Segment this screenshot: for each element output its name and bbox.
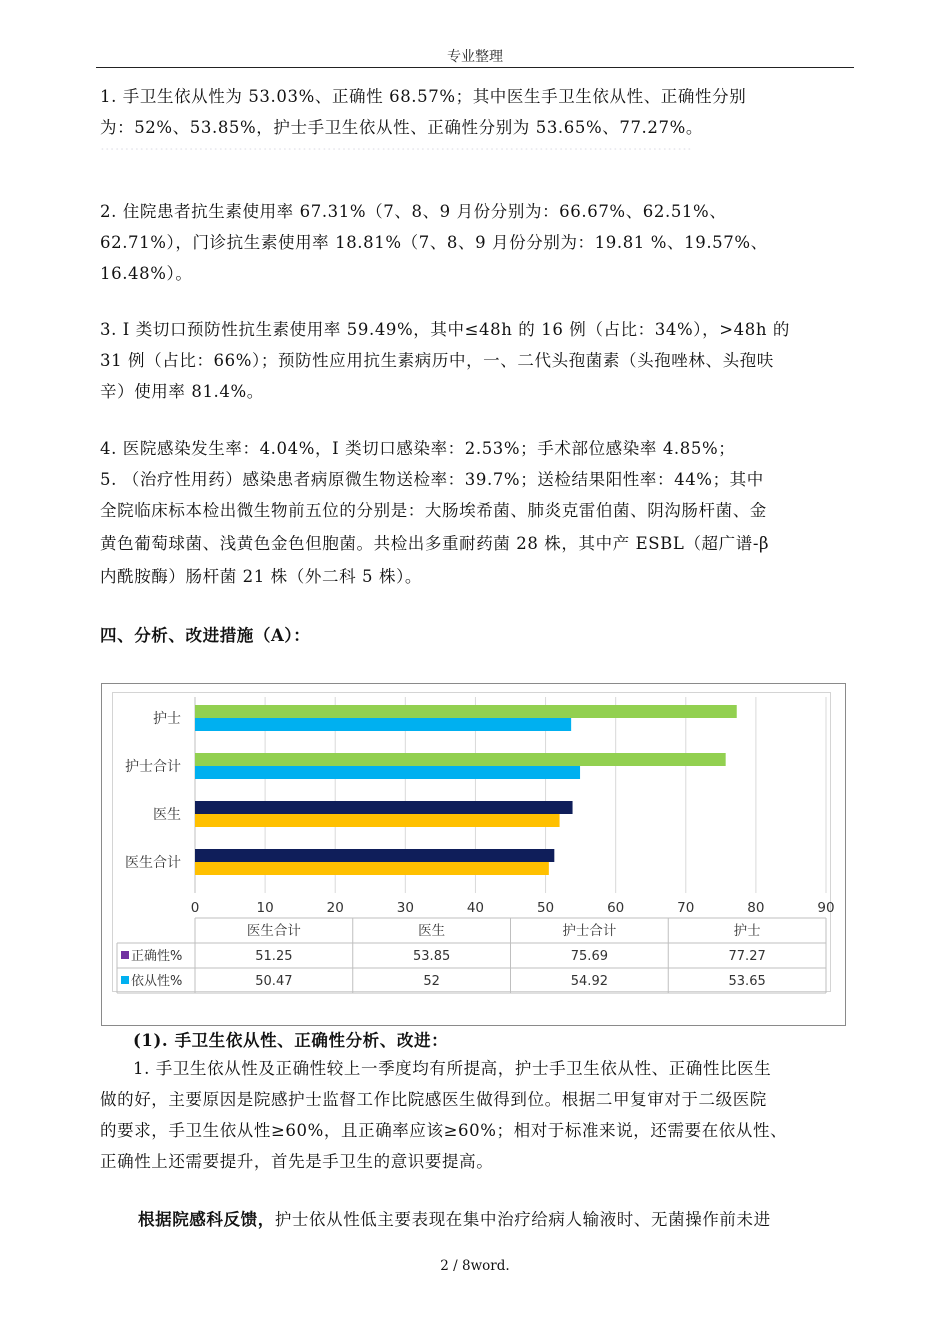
paragraph-4: 4. 医院感染发生率：4.04%，I 类切口感染率：2.53%；手术部位感染率 4.85%； xyxy=(100,439,736,458)
x-tick-label-0: 0 xyxy=(190,900,200,916)
paragraph-2-line-2: 62.71%），门诊抗生素使用率 18.81%（7、8、9 月份分别为：19.81 %、19.57%、 xyxy=(100,233,768,252)
subsection-1-heading: (1). 手卫生依从性、正确性分析、改进： xyxy=(133,1031,449,1050)
x-tick-label-80: 80 xyxy=(747,900,765,916)
analysis-1-line-2: 做的好，主要原因是院感护士监督工作比院感医生做得到位。根据二甲复审对于二级医院 xyxy=(100,1090,767,1109)
bar-医生-依从性 xyxy=(195,814,560,827)
legend-label-正确性%: 正确性% xyxy=(131,949,183,964)
analysis-1-line-3: 的要求，手卫生依从性≥60%，且正确率应该≥60%；相对于标准来说，还需要在依从性、 xyxy=(100,1121,788,1140)
legend-key-依从性% xyxy=(121,976,129,984)
page-footer: 2 / 8word. xyxy=(440,1258,510,1274)
table-header-医生合计: 医生合计 xyxy=(246,923,301,939)
table-cell-正确性%-护士合计: 75.69 xyxy=(570,949,608,964)
bar-医生-正确性 xyxy=(195,801,573,814)
table-header-医生: 医生 xyxy=(418,923,446,939)
x-tick-label-20: 20 xyxy=(326,900,344,916)
paragraph-5-line-4: 内酰胺酶）肠杆菌 21 株（外二科 5 株）。 xyxy=(100,567,423,586)
legend-key-正确性% xyxy=(121,951,129,959)
table-cell-正确性%-医生: 53.85 xyxy=(413,949,451,964)
paragraph-5-line-2: 全院临床标本检出微生物前五位的分别是：大肠埃希菌、肺炎克雷伯菌、阴沟肠杆菌、金 xyxy=(100,501,767,520)
last-paragraph xyxy=(138,1204,850,1235)
category-label-医生合计: 医生合计 xyxy=(125,855,181,871)
paragraph-3-line-3: 辛）使用率 81.4%。 xyxy=(100,382,264,401)
last-paragraph-bold-lead: 根据院感科反馈， xyxy=(138,1210,275,1229)
bar-医生合计-依从性 xyxy=(195,862,549,875)
faint-background-text-3 xyxy=(100,1160,850,1196)
category-label-医生: 医生 xyxy=(153,807,181,823)
bar-医生合计-正确性 xyxy=(195,849,554,862)
paragraph-1-line-1: 1. 手卫生依从性为 53.03%、正确性 68.57%；其中医生手卫生依从性、正确性分别 xyxy=(100,87,747,106)
paragraph-3-line-1: 3. I 类切口预防性抗生素使用率 59.49%，其中≤48h 的 16 例（占比：34%），>48h 的 xyxy=(100,320,791,339)
chart-plot-area xyxy=(112,692,835,992)
bar-护士-依从性 xyxy=(195,718,571,731)
table-header-护士合计: 护士合计 xyxy=(562,923,617,939)
paragraph-2-line-1: 2. 住院患者抗生素使用率 67.31%（7、8、9 月份分别为：66.67%、62.51%、 xyxy=(100,202,727,221)
table-cell-依从性%-医生: 52 xyxy=(423,974,440,989)
faint-background-text-1: ………………………………………………………………………………………………………… xyxy=(100,138,692,154)
table-cell-依从性%-护士合计: 54.92 xyxy=(570,974,608,989)
page-header-title: 专业整理 xyxy=(447,49,503,65)
category-label-护士: 护士 xyxy=(153,711,181,727)
table-cell-正确性%-医生合计: 51.25 xyxy=(255,949,293,964)
bar-护士合计-依从性 xyxy=(195,766,580,779)
table-cell-依从性%-护士: 53.65 xyxy=(728,974,766,989)
faint-background-text-2 xyxy=(100,272,850,308)
bar-护士-正确性 xyxy=(195,705,737,718)
x-tick-label-30: 30 xyxy=(396,900,414,916)
analysis-1-line-4: 正确性上还需要提升，首先是手卫生的意识要提高。 xyxy=(100,1152,494,1171)
paragraph-5-line-3: 黄色葡萄球菌、浅黄色金色但胞菌。共检出多重耐药菌 28 株，其中产 ESBL（超广谱-β xyxy=(100,534,770,553)
paragraph-5-line-1: 5. （治疗性用药）感染患者病原微生物送检率：39.7%；送检结果阳性率：44%；其中 xyxy=(100,470,764,489)
x-tick-label-70: 70 xyxy=(677,900,695,916)
hand-hygiene-bar-chart xyxy=(113,693,835,991)
x-tick-label-50: 50 xyxy=(536,900,555,916)
paragraph-1-line-2: 为：52%、53.85%，护士手卫生依从性、正确性分别为 53.65%、77.27%。 xyxy=(100,118,703,137)
legend-label-依从性%: 依从性% xyxy=(131,974,183,989)
x-tick-label-60: 60 xyxy=(607,900,625,916)
analysis-1-line-1: 1. 手卫生依从性及正确性较上一季度均有所提高，护士手卫生依从性、正确性比医生 xyxy=(133,1059,772,1078)
table-header-护士: 护士 xyxy=(733,923,761,939)
last-paragraph-rest: 护士依从性低主要表现在集中治疗给病人输液时、无菌操作前未进 xyxy=(274,1210,771,1229)
x-tick-label-90: 90 xyxy=(817,900,835,916)
bar-护士合计-正确性 xyxy=(195,753,726,766)
header-rule xyxy=(96,67,854,68)
table-cell-正确性%-护士: 77.27 xyxy=(728,949,766,964)
x-tick-label-10: 10 xyxy=(256,900,274,916)
x-tick-label-40: 40 xyxy=(466,900,485,916)
paragraph-3-line-2: 31 例（占比：66%）；预防性应用抗生素病历中，一、二代头孢菌素（头孢唑林、头孢呋 xyxy=(100,351,774,370)
paragraph-2-line-3: 16.48%）。 xyxy=(100,264,193,283)
category-label-护士合计: 护士合计 xyxy=(125,759,181,775)
section-4-heading: 四、分析、改进措施（A）： xyxy=(100,626,311,645)
table-cell-依从性%-医生合计: 50.47 xyxy=(255,974,293,989)
chart-frame xyxy=(101,683,846,1026)
